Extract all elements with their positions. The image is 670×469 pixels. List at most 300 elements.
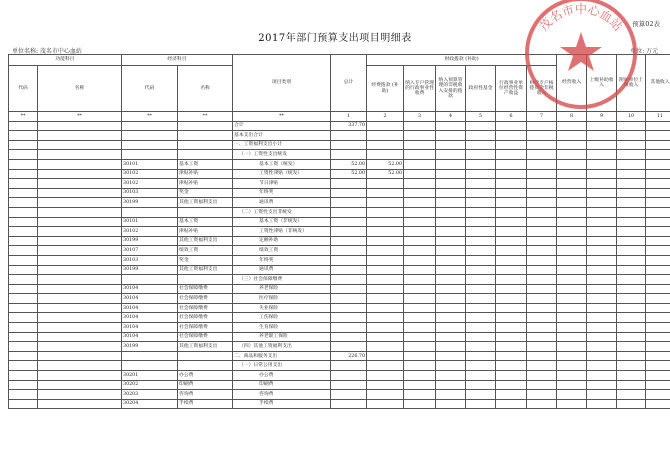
econ-name-cell: 津贴补贴 — [178, 179, 233, 189]
empty-cell — [9, 303, 38, 313]
empty-cell — [527, 323, 557, 333]
empty-cell — [38, 227, 122, 237]
empty-cell — [404, 150, 436, 160]
project-type-cell: 基本工资（非统发） — [233, 217, 331, 227]
empty-cell — [9, 159, 38, 169]
total-cell — [331, 188, 367, 198]
fiscal-funding-cell — [367, 246, 404, 256]
empty-cell — [436, 294, 466, 304]
empty-cell — [587, 351, 617, 361]
econ-code-cell: 30101 — [122, 217, 178, 227]
empty-cell — [527, 188, 557, 198]
fiscal-funding-cell: 52.00 — [367, 159, 404, 169]
empty-cell — [466, 351, 496, 361]
empty-cell — [38, 342, 122, 352]
empty-cell — [587, 121, 617, 131]
empty-cell — [646, 159, 670, 169]
empty-cell — [617, 284, 646, 294]
empty-cell — [646, 179, 670, 189]
empty-cell — [496, 179, 527, 189]
empty-cell — [436, 275, 466, 285]
empty-cell — [527, 265, 557, 275]
project-type-cell: 失业保险 — [233, 303, 331, 313]
empty-cell — [466, 380, 496, 390]
empty-cell — [557, 361, 587, 371]
fiscal-funding-cell — [367, 255, 404, 265]
empty-cell — [9, 351, 38, 361]
empty-cell — [527, 303, 557, 313]
empty-cell — [404, 121, 436, 131]
header-col-4: 政府性基金 — [466, 66, 496, 112]
project-type-cell: 年终奖 — [233, 255, 331, 265]
empty-cell — [496, 390, 527, 400]
table-row — [9, 265, 670, 275]
total-cell — [331, 198, 367, 208]
header-func-code: 代码 — [9, 66, 38, 112]
empty-cell — [617, 246, 646, 256]
empty-cell — [9, 313, 38, 323]
unit-name: 单位名称: 茂名市中心血站 — [12, 48, 82, 55]
marker-cell: 7 — [527, 112, 557, 122]
empty-cell — [466, 294, 496, 304]
econ-name-cell: 社会保障缴费 — [178, 303, 233, 313]
econ-code-cell: 30203 — [122, 390, 178, 400]
empty-cell — [646, 207, 670, 217]
empty-cell — [646, 275, 670, 285]
project-type-cell: 印刷费 — [233, 380, 331, 390]
total-cell — [331, 323, 367, 333]
empty-cell — [9, 188, 38, 198]
empty-cell — [38, 323, 122, 333]
empty-cell — [9, 169, 38, 179]
empty-cell — [9, 399, 38, 409]
empty-cell — [38, 159, 122, 169]
econ-code-cell: 30204 — [122, 399, 178, 409]
empty-cell — [557, 236, 587, 246]
marker-cell: 6 — [496, 112, 527, 122]
empty-cell — [404, 198, 436, 208]
empty-cell — [404, 227, 436, 237]
empty-cell — [496, 275, 527, 285]
econ-code-cell — [122, 351, 178, 361]
marker-cell: 11 — [646, 112, 670, 122]
empty-cell — [587, 188, 617, 198]
empty-cell — [557, 246, 587, 256]
empty-cell — [587, 303, 617, 313]
empty-cell — [404, 294, 436, 304]
empty-cell — [557, 380, 587, 390]
empty-cell — [466, 236, 496, 246]
empty-cell — [9, 275, 38, 285]
project-type-cell: 节日津贴 — [233, 179, 331, 189]
empty-cell — [466, 284, 496, 294]
econ-name-cell — [178, 150, 233, 160]
empty-cell — [496, 313, 527, 323]
empty-cell — [646, 313, 670, 323]
empty-cell — [617, 265, 646, 275]
empty-cell — [617, 275, 646, 285]
empty-cell — [38, 351, 122, 361]
table-row — [9, 303, 670, 313]
project-type-cell: （二）工资性支出非统发 — [233, 207, 331, 217]
fiscal-funding-cell — [367, 380, 404, 390]
empty-cell — [646, 351, 670, 361]
empty-cell — [587, 275, 617, 285]
empty-cell — [496, 323, 527, 333]
empty-cell — [404, 131, 436, 141]
total-cell — [331, 275, 367, 285]
empty-cell — [646, 390, 670, 400]
empty-cell — [436, 380, 466, 390]
table-row — [9, 284, 670, 294]
marker-cell: 2 — [367, 112, 404, 122]
total-cell — [331, 313, 367, 323]
empty-cell — [496, 399, 527, 409]
table-row — [9, 159, 670, 169]
empty-cell — [436, 371, 466, 381]
empty-cell — [617, 399, 646, 409]
empty-cell — [404, 179, 436, 189]
table-row — [9, 169, 670, 179]
unit-label: 单位: 万元 — [630, 48, 658, 55]
project-type-cell: 定额补助 — [233, 236, 331, 246]
empty-cell — [466, 207, 496, 217]
total-cell — [331, 399, 367, 409]
empty-cell — [9, 236, 38, 246]
empty-cell — [496, 198, 527, 208]
empty-cell — [466, 169, 496, 179]
empty-cell — [404, 159, 436, 169]
seal-mark — [527, 0, 635, 107]
table-row — [9, 207, 670, 217]
empty-cell — [9, 150, 38, 160]
project-type-cell: （一）工资性支出统发 — [233, 150, 331, 160]
empty-cell — [466, 188, 496, 198]
empty-cell — [9, 140, 38, 150]
empty-cell — [404, 265, 436, 275]
empty-cell — [466, 265, 496, 275]
empty-cell — [587, 255, 617, 265]
empty-cell — [9, 332, 38, 342]
empty-cell — [646, 294, 670, 304]
empty-cell — [436, 169, 466, 179]
empty-cell — [436, 332, 466, 342]
empty-cell — [9, 380, 38, 390]
empty-cell — [404, 188, 436, 198]
total-cell — [331, 294, 367, 304]
project-type-cell: 工资性津贴（非统发） — [233, 227, 331, 237]
table-row — [9, 275, 670, 285]
table-row — [9, 313, 670, 323]
empty-cell — [527, 198, 557, 208]
empty-cell — [527, 361, 557, 371]
empty-cell — [557, 131, 587, 141]
empty-cell — [557, 255, 587, 265]
empty-cell — [38, 198, 122, 208]
empty-cell — [404, 371, 436, 381]
empty-cell — [436, 313, 466, 323]
empty-cell — [646, 399, 670, 409]
fiscal-funding-cell — [367, 150, 404, 160]
empty-cell — [617, 380, 646, 390]
empty-cell — [496, 217, 527, 227]
empty-cell — [557, 303, 587, 313]
project-type-cell: 合计 — [233, 121, 331, 131]
empty-cell — [9, 217, 38, 227]
econ-name-cell: 基本工资 — [178, 159, 233, 169]
econ-name-cell — [178, 351, 233, 361]
table-row — [9, 380, 670, 390]
empty-cell — [38, 131, 122, 141]
fiscal-funding-cell: 52.00 — [367, 169, 404, 179]
empty-cell — [496, 351, 527, 361]
empty-cell — [617, 159, 646, 169]
project-type-cell: 咨询费 — [233, 390, 331, 400]
econ-name-cell: 其他工资福利支出 — [178, 198, 233, 208]
header-col-6: 财政专户核拨资金非税收入 — [527, 66, 557, 112]
empty-cell — [557, 265, 587, 275]
empty-cell — [466, 217, 496, 227]
header-project-type: 项目类别 — [233, 55, 331, 112]
empty-cell — [496, 150, 527, 160]
empty-cell — [646, 169, 670, 179]
marker-cell: ** — [9, 112, 38, 122]
empty-cell — [587, 217, 617, 227]
empty-cell — [617, 121, 646, 131]
empty-cell — [436, 265, 466, 275]
empty-cell — [646, 217, 670, 227]
empty-cell — [527, 399, 557, 409]
empty-cell — [527, 121, 557, 131]
econ-code-cell: 30103 — [122, 255, 178, 265]
header-econ-subject: 经济科目 — [122, 55, 233, 66]
empty-cell — [38, 294, 122, 304]
empty-cell — [466, 121, 496, 131]
empty-cell — [436, 255, 466, 265]
table-row — [9, 390, 670, 400]
econ-code-cell: 30104 — [122, 294, 178, 304]
empty-cell — [646, 323, 670, 333]
empty-cell — [617, 150, 646, 160]
empty-cell — [587, 236, 617, 246]
empty-cell — [436, 140, 466, 150]
empty-cell — [646, 284, 670, 294]
empty-cell — [617, 351, 646, 361]
project-type-cell: 生育保险 — [233, 323, 331, 333]
empty-cell — [38, 255, 122, 265]
marker-cell: 10 — [617, 112, 646, 122]
empty-cell — [587, 323, 617, 333]
empty-cell — [436, 179, 466, 189]
table-row — [9, 179, 670, 189]
econ-code-cell: 30104 — [122, 323, 178, 333]
fiscal-funding-cell — [367, 207, 404, 217]
empty-cell — [404, 351, 436, 361]
empty-cell — [496, 380, 527, 390]
empty-cell — [466, 150, 496, 160]
empty-cell — [587, 284, 617, 294]
empty-cell — [527, 351, 557, 361]
empty-cell — [587, 361, 617, 371]
empty-cell — [404, 255, 436, 265]
econ-name-cell: 奖金 — [178, 255, 233, 265]
empty-cell — [436, 159, 466, 169]
empty-cell — [38, 332, 122, 342]
empty-cell — [617, 323, 646, 333]
fiscal-funding-cell — [367, 217, 404, 227]
empty-cell — [404, 342, 436, 352]
empty-cell — [617, 188, 646, 198]
empty-cell — [646, 380, 670, 390]
empty-cell — [466, 323, 496, 333]
empty-cell — [617, 313, 646, 323]
empty-cell — [646, 236, 670, 246]
econ-code-cell — [122, 131, 178, 141]
econ-name-cell: 社会保障缴费 — [178, 332, 233, 342]
empty-cell — [496, 246, 527, 256]
empty-cell — [404, 140, 436, 150]
econ-code-cell: 30101 — [122, 159, 178, 169]
total-cell — [331, 371, 367, 381]
empty-cell — [404, 380, 436, 390]
empty-cell — [466, 159, 496, 169]
project-type-cell: 办公费 — [233, 371, 331, 381]
empty-cell — [587, 399, 617, 409]
empty-cell — [496, 342, 527, 352]
econ-code-cell: 30102 — [122, 227, 178, 237]
project-type-cell: （一）日常公用支出 — [233, 361, 331, 371]
empty-cell — [404, 284, 436, 294]
table-row — [9, 140, 670, 150]
empty-cell — [38, 303, 122, 313]
empty-cell — [557, 275, 587, 285]
marker-cell: 9 — [587, 112, 617, 122]
header-func-subject: 功能科目 — [9, 55, 122, 66]
empty-cell — [9, 294, 38, 304]
header-total: 总计 — [331, 55, 367, 112]
table-row — [9, 351, 670, 361]
econ-code-cell: 30104 — [122, 332, 178, 342]
total-cell — [331, 227, 367, 237]
project-type-cell: 绩效工资 — [233, 246, 331, 256]
empty-cell — [617, 342, 646, 352]
empty-cell — [38, 140, 122, 150]
empty-cell — [617, 140, 646, 150]
total-cell — [331, 342, 367, 352]
empty-cell — [587, 332, 617, 342]
project-type-cell: 基本支出合计 — [233, 131, 331, 141]
project-type-cell: 手续费 — [233, 399, 331, 409]
empty-cell — [38, 380, 122, 390]
table-row — [9, 342, 670, 352]
empty-cell — [496, 188, 527, 198]
empty-cell — [38, 265, 122, 275]
empty-cell — [496, 303, 527, 313]
empty-cell — [557, 169, 587, 179]
empty-cell — [646, 188, 670, 198]
empty-cell — [646, 246, 670, 256]
empty-cell — [527, 390, 557, 400]
empty-cell — [436, 207, 466, 217]
empty-cell — [527, 131, 557, 141]
empty-cell — [617, 294, 646, 304]
empty-cell — [436, 351, 466, 361]
form-number: 预算02表 — [632, 20, 660, 28]
econ-code-cell: 30102 — [122, 179, 178, 189]
empty-cell — [557, 140, 587, 150]
empty-cell — [9, 265, 38, 275]
fiscal-funding-cell — [367, 179, 404, 189]
empty-cell — [587, 342, 617, 352]
table-row — [9, 255, 670, 265]
empty-cell — [404, 303, 436, 313]
table-row — [9, 227, 670, 237]
marker-cell: 4 — [436, 112, 466, 122]
empty-cell — [404, 207, 436, 217]
empty-cell — [527, 380, 557, 390]
table-row — [9, 150, 670, 160]
empty-cell — [557, 371, 587, 381]
fiscal-funding-cell — [367, 227, 404, 237]
econ-name-cell — [178, 207, 233, 217]
table-row — [9, 371, 670, 381]
empty-cell — [466, 140, 496, 150]
total-cell — [331, 179, 367, 189]
empty-cell — [9, 255, 38, 265]
empty-cell — [436, 198, 466, 208]
empty-cell — [38, 275, 122, 285]
empty-cell — [587, 294, 617, 304]
project-type-cell: 通讯费 — [233, 198, 331, 208]
empty-cell — [587, 159, 617, 169]
empty-cell — [9, 227, 38, 237]
empty-cell — [38, 361, 122, 371]
empty-cell — [557, 188, 587, 198]
econ-code-cell: 30201 — [122, 371, 178, 381]
empty-cell — [617, 207, 646, 217]
total-cell — [331, 332, 367, 342]
econ-code-cell — [122, 121, 178, 131]
empty-cell — [436, 236, 466, 246]
empty-cell — [587, 198, 617, 208]
empty-cell — [527, 313, 557, 323]
empty-cell — [38, 371, 122, 381]
header-col-10: 其他收入 — [646, 55, 670, 112]
total-cell — [331, 207, 367, 217]
empty-cell — [9, 207, 38, 217]
empty-cell — [646, 150, 670, 160]
total-cell: 52.00 — [331, 169, 367, 179]
econ-code-cell: 30199 — [122, 236, 178, 246]
empty-cell — [404, 390, 436, 400]
empty-cell — [9, 390, 38, 400]
empty-cell — [436, 323, 466, 333]
empty-cell — [466, 246, 496, 256]
empty-cell — [646, 265, 670, 275]
table-row — [9, 294, 670, 304]
total-cell: 337.70 — [331, 121, 367, 131]
empty-cell — [617, 390, 646, 400]
project-type-cell: 工资性津贴（统发） — [233, 169, 331, 179]
empty-cell — [496, 284, 527, 294]
project-type-cell: （四）其他工资福利支出 — [233, 342, 331, 352]
empty-cell — [617, 255, 646, 265]
marker-cell: 5 — [466, 112, 496, 122]
empty-cell — [38, 207, 122, 217]
empty-cell — [527, 236, 557, 246]
empty-cell — [527, 150, 557, 160]
fiscal-funding-cell — [367, 390, 404, 400]
